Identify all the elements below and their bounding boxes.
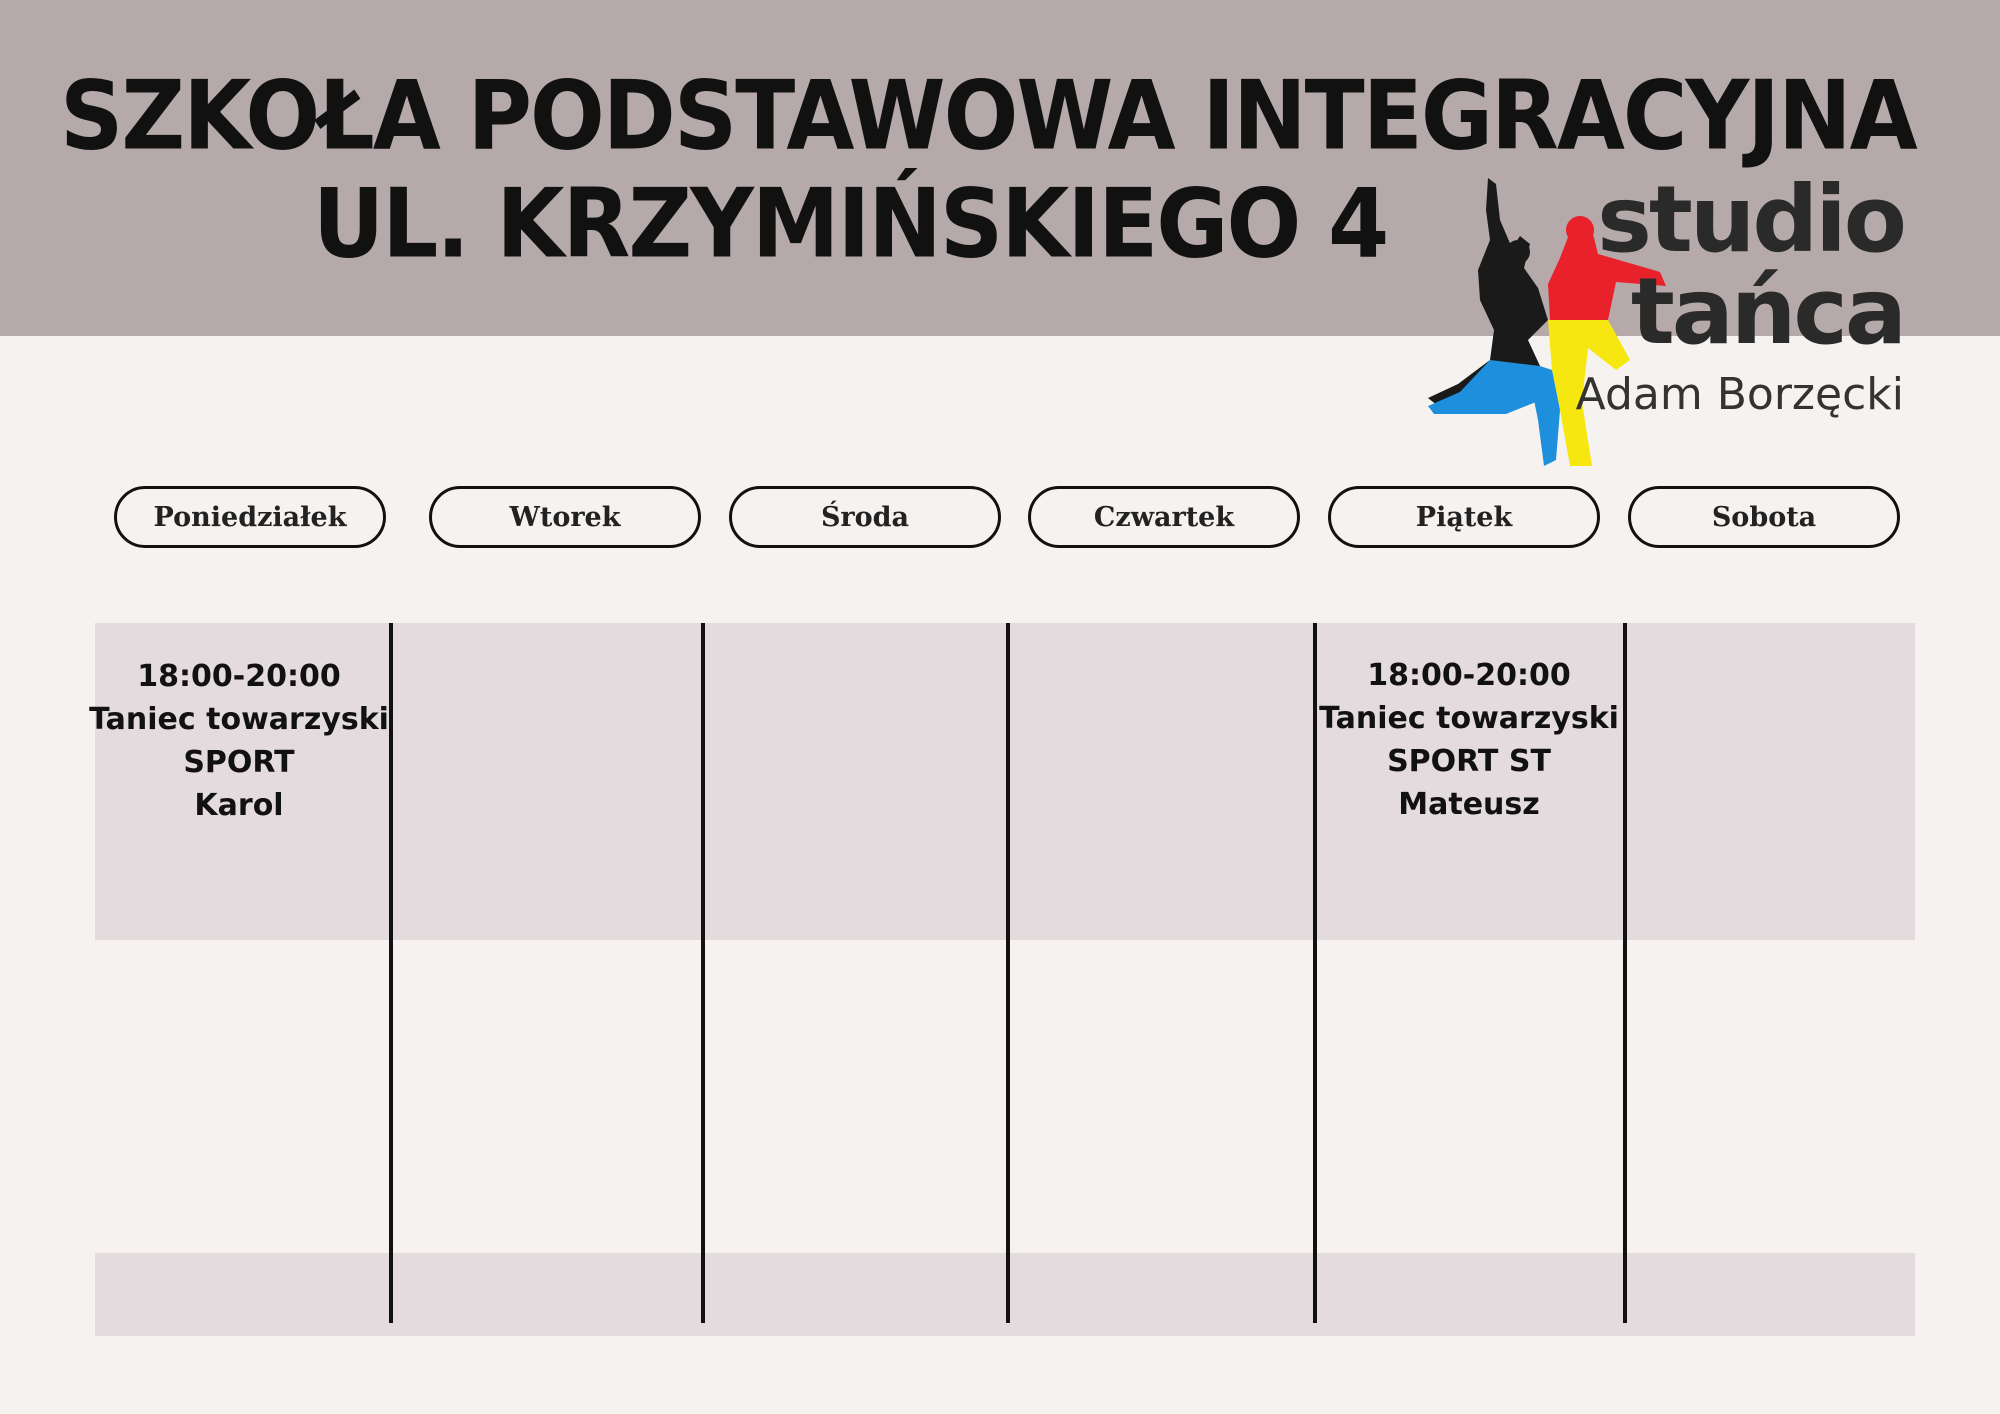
logo-text-owner: Adam Borzęcki [1575, 369, 1904, 420]
schedule-table [89, 623, 1915, 1336]
class-time: 18:00-20:00 [1367, 658, 1571, 693]
logo-text-studio: studio [1597, 166, 1904, 273]
studio-logo [1420, 166, 1960, 470]
day-pill-tuesday: Wtorek [429, 486, 701, 548]
column-divider [389, 623, 393, 1323]
day-headers [0, 486, 2000, 554]
schedule-cell-monday [89, 655, 389, 827]
class-level: SPORT ST [1387, 744, 1551, 779]
column-divider [1313, 623, 1317, 1323]
day-pill-monday: Poniedziałek [114, 486, 386, 548]
schedule-cell-friday [1319, 654, 1619, 826]
class-name: Taniec towarzyski [89, 702, 389, 737]
class-instructor: Mateusz [1398, 787, 1540, 822]
class-level: SPORT [183, 745, 295, 780]
class-time: 18:00-20:00 [137, 659, 341, 694]
title-line-2: UL. KRZYMIŃSKIEGO 4 [312, 167, 1388, 280]
day-pill-saturday: Sobota [1628, 486, 1900, 548]
logo-text-tanca: tańca [1630, 258, 1904, 365]
day-pill-thursday: Czwartek [1028, 486, 1300, 548]
column-divider [1623, 623, 1627, 1323]
day-pill-wednesday: Środa [729, 486, 1001, 548]
column-divider [701, 623, 705, 1323]
column-divider [1006, 623, 1010, 1323]
day-pill-friday: Piątek [1328, 486, 1600, 548]
class-instructor: Karol [194, 788, 284, 823]
row-band-bottom [95, 1253, 1915, 1336]
title-line-1: SZKOŁA PODSTAWOWA INTEGRACYJNA [60, 59, 1916, 172]
class-name: Taniec towarzyski [1319, 701, 1619, 736]
